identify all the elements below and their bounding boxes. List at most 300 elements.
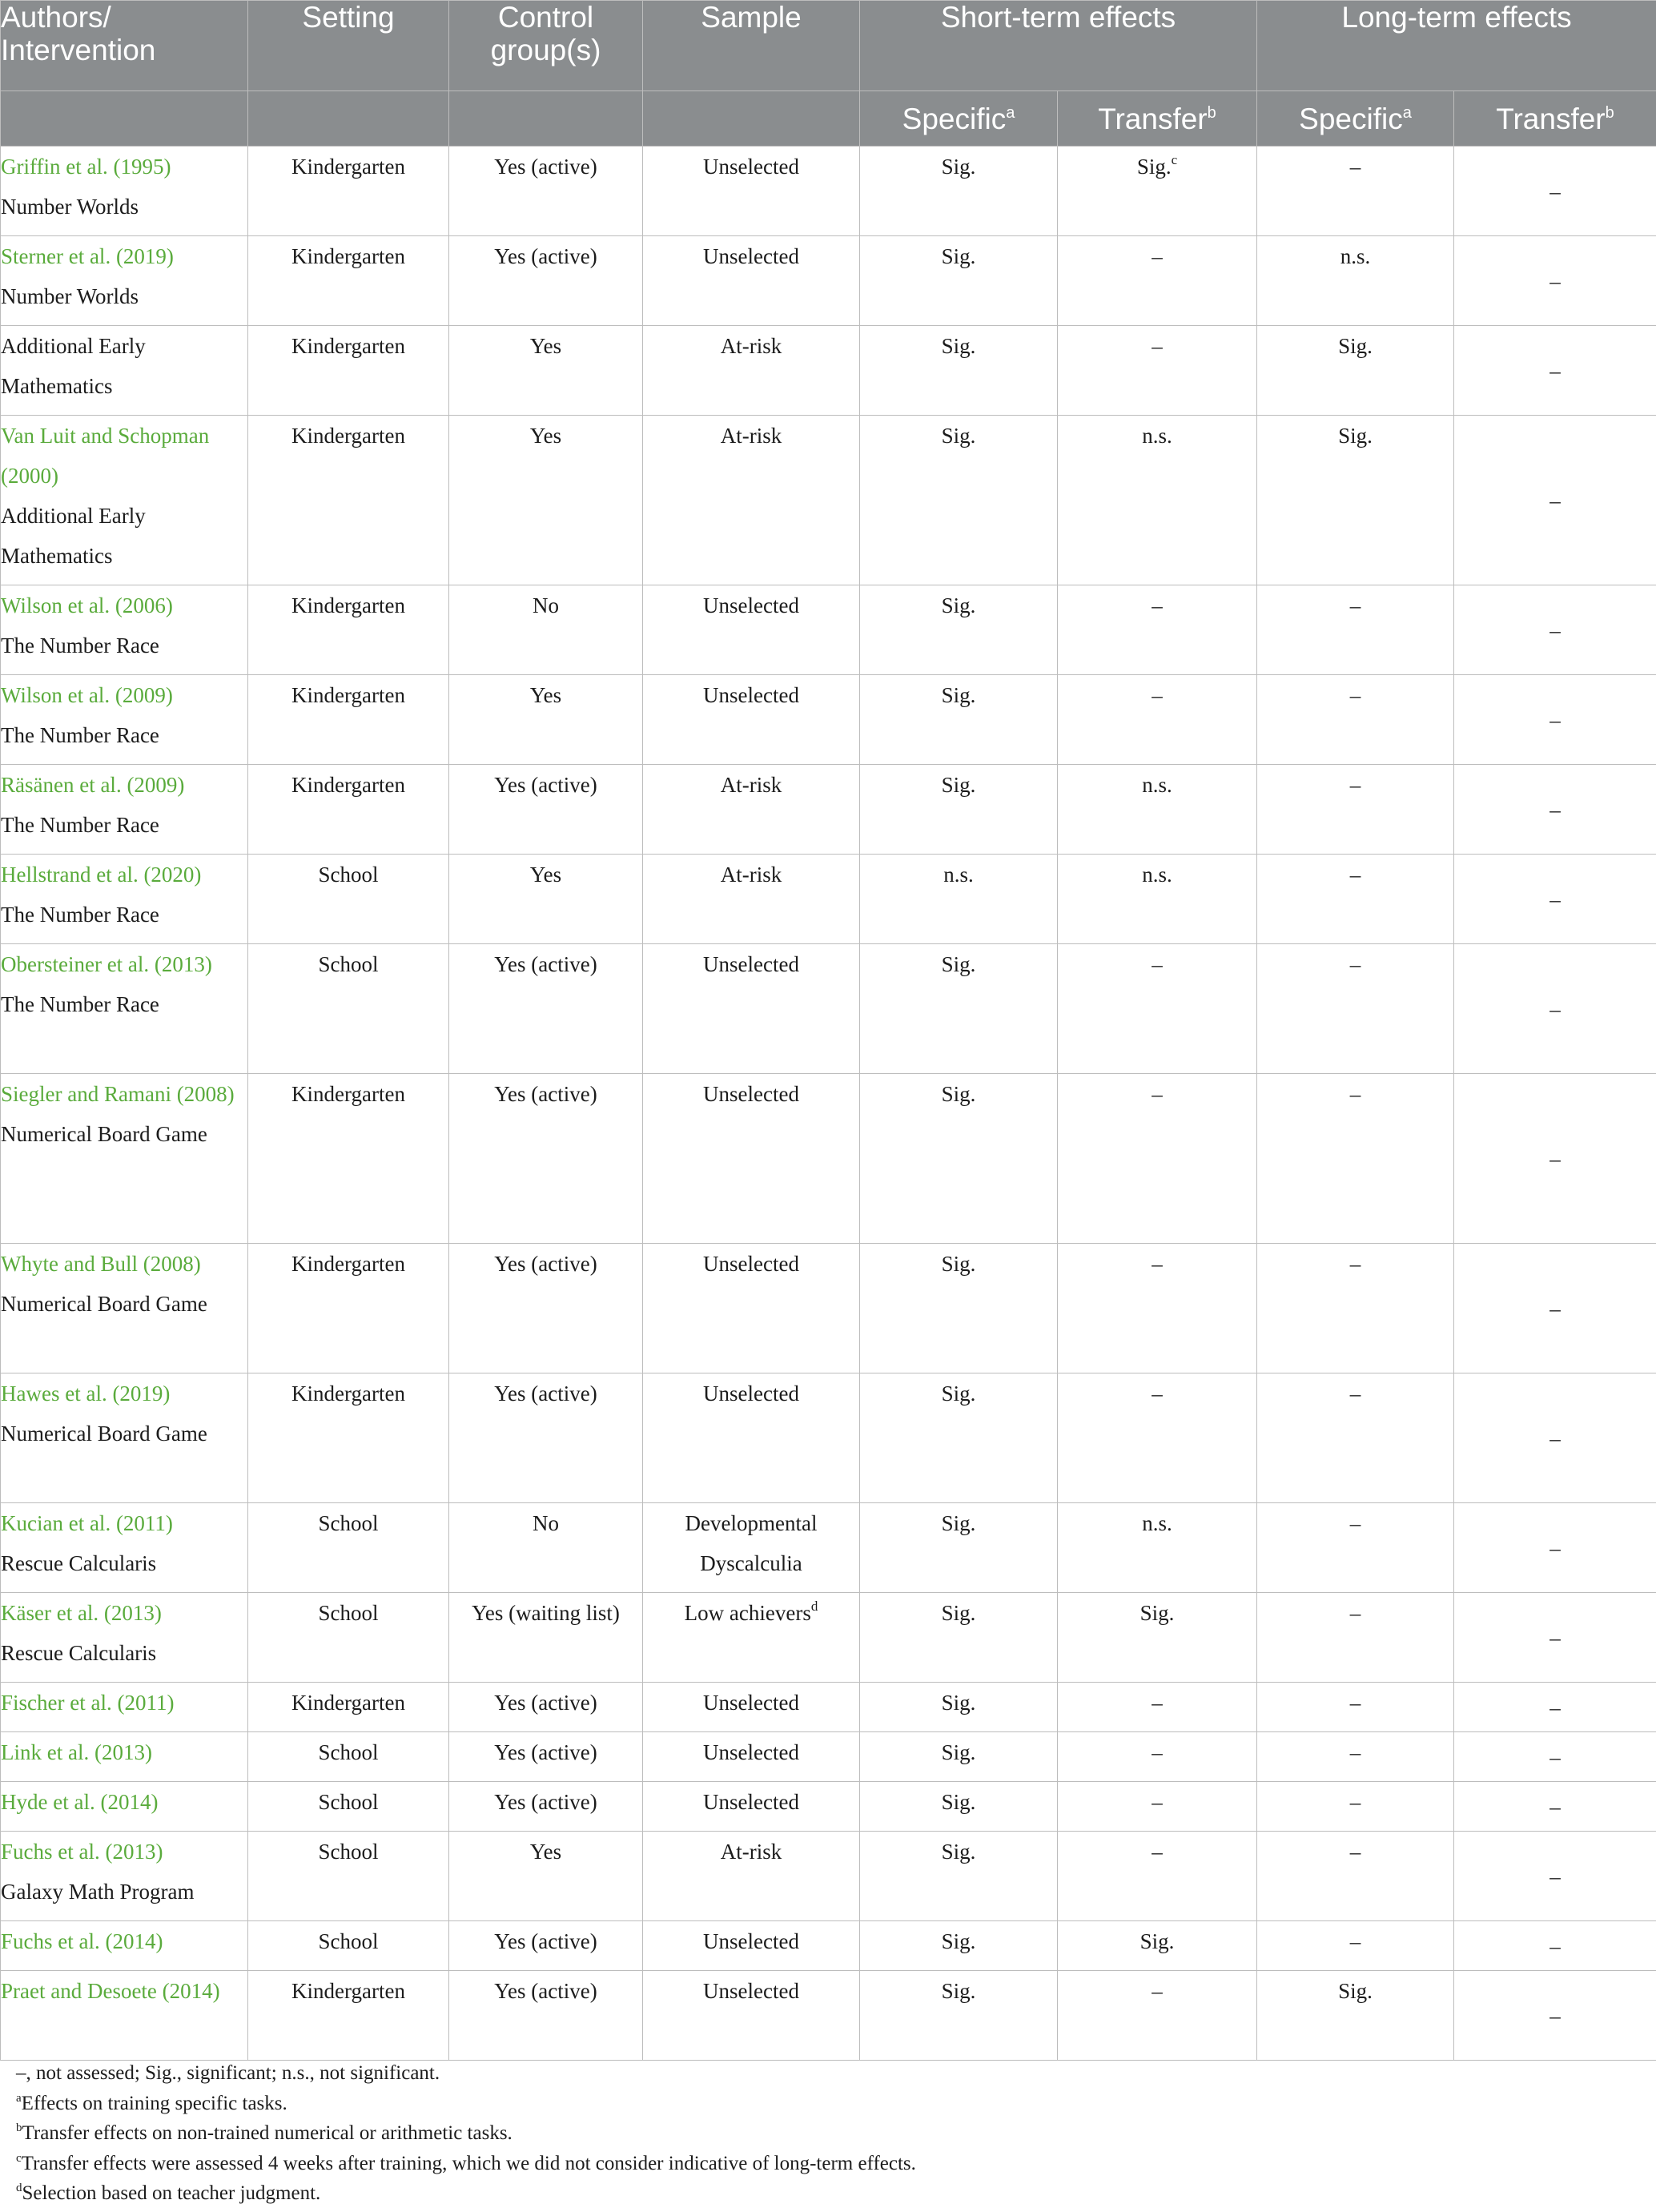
short-specific-value: Sig.: [941, 244, 976, 268]
cell-long-transfer: [1454, 147, 1656, 236]
cell-sample: [643, 765, 860, 855]
cell-long-specific: [1257, 1832, 1454, 1921]
footnote-marker: a: [16, 2091, 22, 2105]
cell-long-transfer: [1454, 1593, 1656, 1683]
sample-footnote-marker: d: [810, 1599, 818, 1614]
short-transfer-value: n.s.: [1142, 863, 1172, 887]
cell-setting: [248, 1074, 449, 1244]
intervention-name: Number Worlds: [1, 195, 139, 219]
cell-sample: [643, 1503, 860, 1593]
footnote: [16, 2058, 916, 2089]
short-transfer-value: –: [1152, 1979, 1163, 2003]
control-value: Yes (active): [494, 155, 597, 179]
cell-control: [449, 1683, 643, 1732]
cell-short-transfer: [1058, 675, 1257, 765]
cell-long-specific: [1257, 765, 1454, 855]
long-specific-value: –: [1349, 1082, 1361, 1106]
control-value: Yes (active): [494, 1082, 597, 1106]
cell-short-specific: [860, 1373, 1058, 1503]
cell-long-specific: [1257, 1074, 1454, 1244]
table-footnotes: [16, 2058, 916, 2209]
cell-author: [1, 1074, 248, 1244]
setting-value: Kindergarten: [291, 1381, 405, 1406]
control-value: Yes (active): [494, 773, 597, 797]
short-transfer-value: Sig.: [1140, 1929, 1175, 1953]
cell-setting: [248, 675, 449, 765]
long-specific-value: Sig.: [1338, 1979, 1373, 2003]
cell-long-transfer: [1454, 1683, 1656, 1732]
control-value: Yes (active): [494, 952, 597, 976]
cell-long-specific: [1257, 1921, 1454, 1971]
short-transfer-value: –: [1152, 1252, 1163, 1276]
intervention-name: The Number Race: [1, 992, 159, 1016]
cell-control: [449, 236, 643, 326]
setting-value: Kindergarten: [291, 683, 405, 707]
short-transfer-value: –: [1152, 244, 1163, 268]
setting-value: Kindergarten: [291, 424, 405, 448]
transfer-footnote-marker: c: [1171, 152, 1178, 167]
sample-value: Unselected: [703, 593, 799, 617]
cell-long-specific: [1257, 1244, 1454, 1373]
cell-author: [1, 1782, 248, 1832]
sample-value: Unselected: [703, 1252, 799, 1276]
long-transfer-value: –: [1549, 488, 1561, 513]
short-transfer-value: –: [1152, 1790, 1163, 1814]
long-transfer-value: –: [1549, 617, 1561, 642]
cell-sample: [643, 326, 860, 416]
control-value: Yes: [529, 683, 562, 707]
control-value: Yes (active): [494, 1790, 597, 1814]
long-specific-value: –: [1349, 773, 1361, 797]
cell-short-transfer: [1058, 236, 1257, 326]
short-transfer-value: n.s.: [1142, 1511, 1172, 1535]
cell-control: [449, 1782, 643, 1832]
sample-value: Unselected: [703, 1929, 799, 1953]
sample-value: Unselected: [703, 952, 799, 976]
col-header-short-term: Short-term effects: [860, 1, 1257, 91]
cell-long-transfer: [1454, 585, 1656, 675]
cell-author: [1, 1593, 248, 1683]
cell-sample: [643, 416, 860, 585]
short-transfer-value: –: [1152, 593, 1163, 617]
author-citation-link[interactable]: Hyde et al. (2014): [1, 1790, 159, 1814]
table-row: [1, 416, 1656, 585]
cell-short-specific: [860, 416, 1058, 585]
cell-short-transfer: [1058, 1732, 1257, 1782]
author-citation-link[interactable]: Käser et al. (2013): [1, 1601, 162, 1625]
author-citation-link[interactable]: Hawes et al. (2019): [1, 1381, 171, 1406]
sample-value: At-risk: [720, 424, 782, 448]
cell-long-transfer: [1454, 1732, 1656, 1782]
cell-author: [1, 147, 248, 236]
author-citation-link[interactable]: Hellstrand et al. (2020): [1, 863, 202, 887]
cell-author: [1, 326, 248, 416]
sample-value: At-risk: [720, 863, 782, 887]
setting-value: Kindergarten: [291, 1691, 405, 1715]
cell-short-transfer: [1058, 1074, 1257, 1244]
footnote-marker: c: [16, 2151, 22, 2165]
cell-short-transfer: [1058, 944, 1257, 1074]
cell-author: [1, 1683, 248, 1732]
footnote-text: Effects on training specific tasks.: [21, 2092, 287, 2114]
short-transfer-value: –: [1152, 334, 1163, 358]
cell-long-specific: [1257, 1782, 1454, 1832]
table-row: [1, 944, 1656, 1074]
long-transfer-value: –: [1549, 268, 1561, 293]
cell-setting: [248, 855, 449, 944]
intervention-name: Galaxy Math Program: [1, 1880, 195, 1904]
cell-short-transfer: [1058, 1832, 1257, 1921]
cell-setting: [248, 236, 449, 326]
cell-sample: [643, 675, 860, 765]
cell-control: [449, 147, 643, 236]
cell-long-specific: [1257, 1593, 1454, 1683]
cell-short-specific: [860, 1683, 1058, 1732]
footnote-marker: d: [16, 2182, 22, 2194]
long-specific-value: n.s.: [1340, 244, 1371, 268]
sample-value: Unselected: [703, 683, 799, 707]
cell-short-specific: [860, 147, 1058, 236]
cell-short-transfer: [1058, 1921, 1257, 1971]
sample-value: Unselected: [703, 1691, 799, 1715]
table-row: [1, 1503, 1656, 1593]
cell-control: [449, 675, 643, 765]
long-transfer-value: –: [1549, 797, 1561, 822]
author-citation-link[interactable]: Griffin et al. (1995): [1, 155, 171, 179]
setting-value: Kindergarten: [291, 244, 405, 268]
intervention-name: Rescue Calcularis: [1, 1641, 157, 1665]
author-citation-link[interactable]: Räsänen et al. (2009): [1, 773, 185, 797]
long-transfer-value: –: [1549, 2003, 1561, 2028]
cell-short-specific: [860, 675, 1058, 765]
cell-long-specific: [1257, 855, 1454, 944]
cell-control: [449, 1373, 643, 1503]
intervention-name: Numerical Board Game: [1, 1292, 207, 1316]
short-specific-value: Sig.: [941, 334, 976, 358]
setting-value: School: [318, 1740, 379, 1764]
cell-author: [1, 1373, 248, 1503]
setting-value: Kindergarten: [291, 773, 405, 797]
long-transfer-value: –: [1549, 887, 1561, 911]
cell-sample: [643, 1593, 860, 1683]
sample-value: Low achievers: [684, 1601, 811, 1625]
short-transfer-value: –: [1152, 1740, 1163, 1764]
cell-setting: [248, 1244, 449, 1373]
sample-value: At-risk: [720, 334, 782, 358]
cell-author: [1, 1832, 248, 1921]
cell-author: [1, 855, 248, 944]
cell-short-transfer: [1058, 1244, 1257, 1373]
setting-value: School: [318, 1511, 379, 1535]
footnote: [16, 2178, 916, 2209]
author-citation-link[interactable]: Praet and Desoete (2014): [1, 1979, 220, 2003]
sample-value: Unselected: [703, 1979, 799, 2003]
cell-short-specific: [860, 326, 1058, 416]
cell-author: [1, 1921, 248, 1971]
col-header-control: Control group(s): [449, 1, 643, 91]
long-specific-value: –: [1349, 863, 1361, 887]
cell-short-transfer: [1058, 855, 1257, 944]
author-citation-link[interactable]: Obersteiner et al. (2013): [1, 952, 212, 976]
cell-short-specific: [860, 944, 1058, 1074]
cell-short-specific: [860, 1244, 1058, 1373]
header-row: [1, 1, 1656, 91]
cell-short-specific: [860, 1971, 1058, 2061]
table-row: [1, 585, 1656, 675]
footnote-text: Transfer effects were assessed 4 weeks after training, which we did not consider indicative of long-term effects.: [21, 2152, 916, 2174]
cell-sample: [643, 1921, 860, 1971]
control-value: Yes (active): [494, 1740, 597, 1764]
cell-short-specific: [860, 1832, 1058, 1921]
intervention-name: Additional Early Mathematics: [1, 334, 146, 398]
sample-value: At-risk: [720, 773, 782, 797]
cell-control: [449, 855, 643, 944]
cell-setting: [248, 1593, 449, 1683]
intervention-name: The Number Race: [1, 813, 159, 837]
cell-control: [449, 1732, 643, 1782]
cell-author: [1, 585, 248, 675]
cell-long-transfer: [1454, 675, 1656, 765]
table-row: [1, 1921, 1656, 1971]
subheader-long-transfer: Transfer$^b$: [1454, 91, 1656, 147]
cell-control: [449, 326, 643, 416]
long-transfer-value: –: [1549, 1744, 1561, 1769]
cell-setting: [248, 1921, 449, 1971]
cell-long-transfer: [1454, 326, 1656, 416]
setting-value: School: [318, 1929, 379, 1953]
cell-sample: [643, 1971, 860, 2061]
cell-short-transfer: [1058, 765, 1257, 855]
long-transfer-value: –: [1549, 1296, 1561, 1321]
setting-value: School: [318, 952, 379, 976]
author-citation-link[interactable]: Wilson et al. (2009): [1, 683, 173, 707]
control-value: Yes (active): [494, 244, 597, 268]
cell-short-transfer: [1058, 416, 1257, 585]
cell-setting: [248, 1503, 449, 1593]
subheader-short-specific: Specific$^a$: [860, 91, 1058, 147]
table-row: [1, 1244, 1656, 1373]
cell-long-specific: [1257, 326, 1454, 416]
intervention-name: The Number Race: [1, 633, 159, 658]
cell-short-transfer: [1058, 1971, 1257, 2061]
cell-author: [1, 236, 248, 326]
setting-value: Kindergarten: [291, 1082, 405, 1106]
author-citation-link[interactable]: Whyte and Bull (2008): [1, 1252, 201, 1276]
setting-value: Kindergarten: [291, 1979, 405, 2003]
footnote-text: –, not assessed; Sig., significant; n.s., not significant.: [16, 2062, 440, 2084]
cell-long-transfer: [1454, 1832, 1656, 1921]
cell-sample: [643, 1832, 860, 1921]
short-specific-value: Sig.: [941, 1929, 976, 1953]
footnote-text: Transfer effects on non-trained numerical or arithmetic tasks.: [22, 2122, 512, 2144]
long-transfer-value: –: [1549, 179, 1561, 203]
cell-setting: [248, 944, 449, 1074]
short-specific-value: Sig.: [941, 155, 976, 179]
cell-short-specific: [860, 1921, 1058, 1971]
cell-setting: [248, 147, 449, 236]
sample-value: Unselected: [703, 244, 799, 268]
cell-control: [449, 1503, 643, 1593]
long-transfer-value: –: [1549, 1933, 1561, 1958]
setting-value: Kindergarten: [291, 155, 405, 179]
cell-sample: [643, 236, 860, 326]
setting-value: Kindergarten: [291, 1252, 405, 1276]
long-specific-value: –: [1349, 1840, 1361, 1864]
sample-value: Unselected: [703, 1790, 799, 1814]
table-row: [1, 326, 1656, 416]
footnote: [16, 2118, 916, 2149]
cell-setting: [248, 1971, 449, 2061]
short-transfer-value: n.s.: [1142, 773, 1172, 797]
cell-sample: [643, 147, 860, 236]
long-transfer-value: –: [1549, 707, 1561, 732]
intervention-name: The Number Race: [1, 723, 159, 747]
cell-short-specific: [860, 1593, 1058, 1683]
cell-long-transfer: [1454, 944, 1656, 1074]
long-specific-value: –: [1349, 1601, 1361, 1625]
table-row: [1, 765, 1656, 855]
cell-long-specific: [1257, 675, 1454, 765]
cell-long-specific: [1257, 1732, 1454, 1782]
cell-short-specific: [860, 855, 1058, 944]
table-row: [1, 1732, 1656, 1782]
cell-control: [449, 416, 643, 585]
author-citation-link[interactable]: Link et al. (2013): [1, 1740, 152, 1764]
cell-long-transfer: [1454, 1244, 1656, 1373]
intervention-name: The Number Race: [1, 903, 159, 927]
cell-long-specific: [1257, 1373, 1454, 1503]
footnote: [16, 2089, 916, 2119]
cell-control: [449, 765, 643, 855]
author-citation-link[interactable]: Fuchs et al. (2014): [1, 1929, 163, 1953]
cell-control: [449, 1921, 643, 1971]
control-value: No: [533, 1511, 559, 1535]
short-specific-value: Sig.: [941, 773, 976, 797]
short-transfer-value: –: [1152, 683, 1163, 707]
cell-short-transfer: [1058, 1503, 1257, 1593]
author-citation-link[interactable]: Sterner et al. (2019): [1, 244, 174, 268]
cell-control: [449, 1832, 643, 1921]
cell-long-specific: [1257, 585, 1454, 675]
cell-author: [1, 1503, 248, 1593]
cell-setting: [248, 326, 449, 416]
cell-sample: [643, 1074, 860, 1244]
footnote-marker: b: [16, 2122, 22, 2134]
cell-long-specific: [1257, 1683, 1454, 1732]
long-transfer-value: –: [1549, 1864, 1561, 1888]
control-value: Yes (active): [494, 1252, 597, 1276]
cell-short-transfer: [1058, 326, 1257, 416]
cell-short-specific: [860, 1732, 1058, 1782]
author-citation-link[interactable]: Siegler and Ramani (2008): [1, 1082, 235, 1106]
cell-long-transfer: [1454, 236, 1656, 326]
long-specific-value: –: [1349, 1252, 1361, 1276]
sample-value: Developmental Dyscalculia: [685, 1511, 818, 1575]
cell-sample: [643, 1782, 860, 1832]
cell-long-specific: [1257, 1503, 1454, 1593]
control-value: Yes: [529, 1840, 562, 1864]
cell-long-transfer: [1454, 765, 1656, 855]
table-row: [1, 1074, 1656, 1244]
cell-long-transfer: [1454, 1373, 1656, 1503]
cell-short-specific: [860, 1074, 1058, 1244]
col-header-setting: Setting: [248, 1, 449, 91]
cell-short-specific: [860, 1782, 1058, 1832]
long-specific-value: –: [1349, 1511, 1361, 1535]
short-specific-value: Sig.: [941, 1082, 976, 1106]
author-citation-link[interactable]: Kucian et al. (2011): [1, 1511, 173, 1535]
cell-author: [1, 416, 248, 585]
cell-short-specific: [860, 236, 1058, 326]
long-specific-value: –: [1349, 155, 1361, 179]
long-specific-value: –: [1349, 593, 1361, 617]
short-transfer-value: –: [1152, 1082, 1163, 1106]
cell-short-transfer: [1058, 1373, 1257, 1503]
cell-sample: [643, 1373, 860, 1503]
short-specific-value: Sig.: [941, 683, 976, 707]
author-citation-link[interactable]: Fischer et al. (2011): [1, 1691, 175, 1715]
cell-setting: [248, 416, 449, 585]
short-specific-value: n.s.: [943, 863, 974, 887]
cell-setting: [248, 1832, 449, 1921]
long-specific-value: –: [1349, 1790, 1361, 1814]
short-specific-value: Sig.: [941, 1790, 976, 1814]
long-specific-value: –: [1349, 1691, 1361, 1715]
cell-control: [449, 1971, 643, 2061]
short-transfer-value: –: [1152, 1691, 1163, 1715]
cell-long-transfer: [1454, 1971, 1656, 2061]
setting-value: School: [318, 1840, 379, 1864]
long-specific-value: –: [1349, 1381, 1361, 1406]
table-row: [1, 1593, 1656, 1683]
sample-value: Unselected: [703, 1381, 799, 1406]
cell-sample: [643, 1683, 860, 1732]
short-specific-value: Sig.: [941, 1511, 976, 1535]
short-specific-value: Sig.: [941, 424, 976, 448]
long-transfer-value: –: [1549, 1695, 1561, 1719]
setting-value: School: [318, 1601, 379, 1625]
control-value: Yes (active): [494, 1929, 597, 1953]
long-specific-value: –: [1349, 683, 1361, 707]
setting-value: Kindergarten: [291, 334, 405, 358]
intervention-name: Numerical Board Game: [1, 1422, 207, 1446]
short-specific-value: Sig.: [941, 1979, 976, 2003]
cell-short-transfer: [1058, 585, 1257, 675]
cell-short-specific: [860, 1503, 1058, 1593]
control-value: Yes (active): [494, 1381, 597, 1406]
sample-value: Unselected: [703, 155, 799, 179]
col-header-authors: Authors/ Intervention: [1, 1, 248, 91]
short-specific-value: Sig.: [941, 1740, 976, 1764]
author-citation-link[interactable]: Fuchs et al. (2013): [1, 1840, 163, 1864]
table-row: [1, 1782, 1656, 1832]
cell-long-specific: [1257, 944, 1454, 1074]
author-citation-link[interactable]: Wilson et al. (2006): [1, 593, 173, 617]
footnote: [16, 2149, 916, 2179]
cell-long-transfer: [1454, 416, 1656, 585]
col-header-long-term: Long-term effects: [1257, 1, 1656, 91]
short-specific-value: Sig.: [941, 1252, 976, 1276]
short-transfer-value: –: [1152, 952, 1163, 976]
cell-setting: [248, 1782, 449, 1832]
cell-author: [1, 675, 248, 765]
author-citation-link[interactable]: Van Luit and Schopman (2000): [1, 424, 210, 488]
cell-long-transfer: [1454, 1074, 1656, 1244]
cell-sample: [643, 1244, 860, 1373]
short-specific-value: Sig.: [941, 1840, 976, 1864]
cell-long-transfer: [1454, 1503, 1656, 1593]
short-transfer-value: –: [1152, 1840, 1163, 1864]
